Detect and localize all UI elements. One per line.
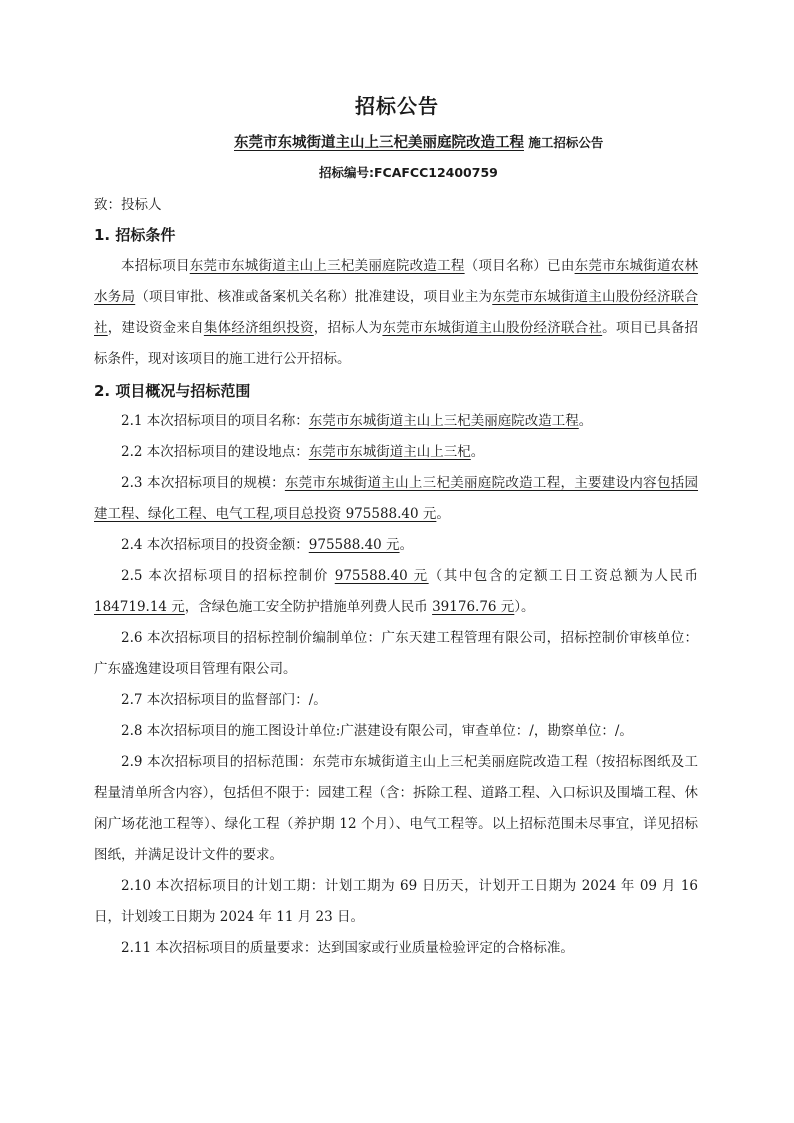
- underlined-text: 东莞市东城街道主山上三杞美丽庭院改造工程，主要建设内容包括园建工程、绿化工程、电气工程,项目总投资 975588.40 元: [94, 475, 699, 522]
- item-2-9: 2.9 本次招标项目的招标范围：东莞市东城街道主山上三杞美丽庭院改造工程（按招标图纸及工程量清单所含内容），包括但不限于：园建工程（含：拆除工程、道路工程、入口标识及围墙工程、休闲广场花池工程等）、绿化工程（养护期 12 个月）、电气工程等。以上招标范围未尽事宜，详见招标图纸，并满足设计文件的要求。: [94, 754, 698, 863]
- text: （其中包含的定额工日工资总额为人民币: [428, 568, 699, 584]
- text: 2.4 本次招标项目的投资金额：: [121, 537, 309, 553]
- text: （项目审批、核准或备案机关名称）批准建设，项目业主为: [135, 289, 493, 305]
- underlined-text: 东莞市东城街道农林水务局: [94, 258, 699, 305]
- underlined-text: 975588.40 元: [308, 537, 400, 553]
- underlined-text: 集体经济组织投资: [203, 320, 314, 336]
- greeting: 致：投标人: [94, 197, 162, 213]
- underlined-text: 东莞市东城街道主山上三杞美丽庭院改造工程: [189, 258, 465, 274]
- item-2-8: 2.8 本次招标项目的施工图设计单位:广湛建设有限公司，审查单位：/，勘察单位：/。: [121, 723, 633, 739]
- item-2-2: [94, 437, 698, 468]
- item-2-3: [94, 468, 698, 530]
- item-2-11: 2.11 本次招标项目的质量要求：达到国家或行业质量检验评定的合格标准。: [121, 940, 574, 956]
- text: 本招标项目: [121, 258, 190, 274]
- text: 2.3 本次招标项目的规模：: [121, 475, 285, 491]
- text: 。: [436, 506, 450, 522]
- text: 2.5 本次招标项目的招标控制价: [121, 568, 335, 584]
- text: ，建设资金来自: [107, 320, 204, 336]
- item-2-6: 2.6 本次招标项目的招标控制价编制单位：广东天建工程管理有限公司，招标控制价审核单位：广东盛逸建设项目管理有限公司。: [94, 630, 698, 677]
- underlined-text: 975588.40 元: [334, 568, 429, 584]
- text: 2.1 本次招标项目的项目名称：: [121, 413, 309, 429]
- document-subtitle: [234, 131, 603, 152]
- text: ）。: [514, 599, 535, 615]
- underlined-text: 东莞市东城街道主山股份经济联合社: [94, 289, 699, 336]
- item-2-10: 2.10 本次招标项目的计划工期：计划工期为 69 日历天，计划开工日期为 2024 年 09 月 16 日，计划竣工日期为 2024 年 11 月 23 日。: [94, 878, 698, 925]
- underlined-text: 39176.76 元: [432, 599, 515, 615]
- text: ，招标人为: [313, 320, 383, 336]
- text: 。项目已具备招标条件，现对该项目的施工进行公开招标。: [94, 320, 699, 367]
- section-1-body: [94, 251, 698, 375]
- text: 。: [399, 537, 414, 553]
- item-2-7: 2.7 本次招标项目的监督部门：/。: [121, 692, 327, 708]
- tender-code: 招标编号:FCAFCC12400759: [319, 165, 498, 180]
- item-2-4: [94, 530, 698, 561]
- text: ，含绿色施工安全防护措施单列费人民币: [184, 599, 433, 615]
- subtitle-suffix: 施工招标公告: [524, 135, 604, 150]
- section-1-heading: 1. 招标条件: [94, 226, 176, 244]
- underlined-text: 184719.14 元: [94, 599, 185, 615]
- underlined-text: 东莞市东城街道主山股份经济联合社: [382, 320, 603, 336]
- text: 。: [578, 413, 593, 429]
- underlined-text: 东莞市东城街道主山上三杞美丽庭院改造工程: [308, 413, 579, 429]
- underlined-text: 东莞市东城街道主山上三杞: [308, 444, 471, 460]
- item-2-5: [94, 561, 698, 623]
- page-title: 招标公告: [355, 94, 439, 118]
- text: （项目名称）已由: [464, 258, 575, 274]
- item-2-1: [94, 406, 698, 437]
- section-1-paragraph: [94, 251, 698, 375]
- subtitle-project-name: 东莞市东城街道主山上三杞美丽庭院改造工程: [234, 135, 524, 151]
- text: 。: [470, 444, 485, 460]
- text: 2.2 本次招标项目的建设地点：: [121, 444, 309, 460]
- section-2-body: [94, 406, 698, 964]
- section-2-heading: 2. 项目概况与招标范围: [94, 382, 251, 400]
